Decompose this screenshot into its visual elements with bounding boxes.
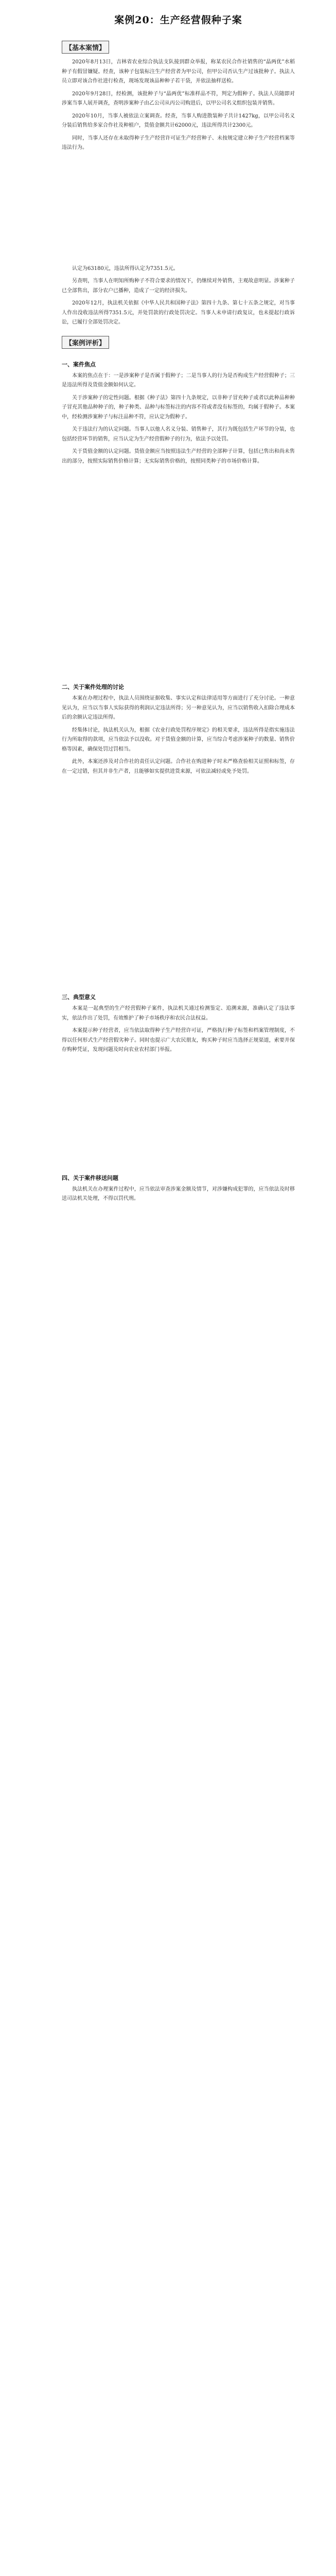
paragraph: 本案在办理过程中，执法人员围绕证据收集、事实认定和法律适用等方面进行了充分讨论。一种意见认为，应当以当事人实际获得的利润认定违法所得；另一种意见认为，应当以销售收入扣除合理成本后的余额认定违法所得。 xyxy=(62,696,295,720)
spacer xyxy=(62,779,295,986)
paragraph: 关于涉案种子的定性问题。根据《种子法》第四十九条规定，以非种子冒充种子或者以此种品种种子冒充其他品种种子的，种子种类、品种与标签标注的内容不符或者没有标签的，均属于假种子。本案中，经检测涉案种子与标注品种不符，应认定为假种子。 xyxy=(62,395,295,420)
paragraph: 本案是一起典型的生产经营假种子案件，执法机关通过检测鉴定、追溯来源，准确认定了违法事实，依法作出了处罚，有效维护了种子市场秩序和农民合法权益。 xyxy=(62,1006,295,1021)
paragraph: 执法机关在办理案件过程中，应当依法审查涉案金额及情节，对涉嫌构成犯罪的，应当依法及时移送司法机关处理，不得以罚代刑。 xyxy=(62,1186,295,1201)
spacer xyxy=(62,156,295,264)
paragraph: 另查明，当事人在明知所购种子不符合要求的情况下，仍继续对外销售，主观故意明显。涉案种子已全部售出，部分农户已播种，造成了一定的经济损失。 xyxy=(62,278,295,294)
paragraph: 同时，当事人还存在未取得种子生产经营许可证生产经营种子、未按规定建立种子生产经营档案等违法行为。 xyxy=(62,135,295,150)
subhead: 四、关于案件移送问题 xyxy=(62,1174,118,1181)
paragraph: 认定为63180元，违法所得认定为7351.5元。 xyxy=(72,265,179,272)
paragraph: 2020年12月，执法机关依据《中华人民共和国种子法》第四十九条、第七十五条之规定，对当事人作出没收违法所得7351.5元，并处罚款的行政处罚决定。当事人未申请行政复议，也未提起行政诉讼，已履行全部处罚决定。 xyxy=(62,300,295,325)
paragraph: 2020年10月，当事人被依法立案调查。经查，当事人购进散装种子共计1427kg，以甲公司名义分装后销售给多家合作社及种植户，货值金额共计62000元，违法所得共计2300元。 xyxy=(62,113,295,128)
paragraph: 2020年8月13日，吉林省农业综合执法支队接到群众举报，称某农民合作社销售的“晶两优”水稻种子有假冒嫌疑。经查，该种子包装标注生产经营者为甲公司，但甲公司否认生产过该批种子。执法人员立即对该合作社进行检查，现场发现该品种种子若干袋，并依法抽样送检。 xyxy=(62,59,295,84)
section-tag-basic-facts: 【基本案情】 xyxy=(62,41,109,54)
paragraph: 关于货值金额的认定问题。货值金额应当按照违法生产经营的全部种子计算，包括已售出和尚未售出的部分，按照实际销售价格计算；无实际销售价格的，按照同类种子的市场价格计算。 xyxy=(62,449,295,464)
paragraph: 经集体讨论，执法机关认为，根据《农业行政处罚程序规定》的相关要求，违法所得是指实施违法行为所取得的款项，应当依法予以没收。对于货值金额的计算，应当综合考虑涉案种子的数量、销售价格等因素，确保处罚过罚相当。 xyxy=(62,727,295,752)
spacer xyxy=(62,1058,295,1166)
page-title: 案例20：生产经营假种子案 xyxy=(114,14,242,26)
paragraph: 关于违法行为的认定问题。当事人以他人名义分装、销售种子，其行为既包括生产环节的分装，也包括经营环节的销售，应当认定为生产经营假种子的行为，依法予以处罚。 xyxy=(62,427,295,442)
subhead: 三、典型意义 xyxy=(62,994,96,1001)
paragraph: 本案的焦点在于：一是涉案种子是否属于假种子；二是当事人的行为是否构成生产经营假种子；三是违法所得及货值金额如何认定。 xyxy=(62,372,295,388)
spacer xyxy=(62,469,295,675)
subhead: 一、案件焦点 xyxy=(62,361,96,368)
paragraph: 本案提示种子经营者，应当依法取得种子生产经营许可证，严格执行种子标签和档案管理制度，不得以任何形式生产经营假劣种子。同时也提示广大农民朋友，购买种子时应当选择正规渠道，索要并保存购种凭证，发现问题及时向农业农村部门举报。 xyxy=(62,1028,295,1053)
paragraph: 2020年9月28日，经检测，该批种子与“晶两优”标准样品不符，判定为假种子。执法人员随即对涉案当事人展开调查，查明涉案种子由乙公司从丙公司购进后，以甲公司名义组织包装并销售。 xyxy=(62,91,295,106)
subhead: 二、关于案件处理的讨论 xyxy=(62,684,124,690)
section-tag-analysis: 【案例评析】 xyxy=(62,336,109,349)
paragraph: 此外，本案还涉及对合作社的责任认定问题。合作社在购进种子时未严格查验相关证照和标签，存在一定过错，但其并非生产者，且能够如实提供进货来源，可依法减轻或免予处罚。 xyxy=(62,759,295,774)
